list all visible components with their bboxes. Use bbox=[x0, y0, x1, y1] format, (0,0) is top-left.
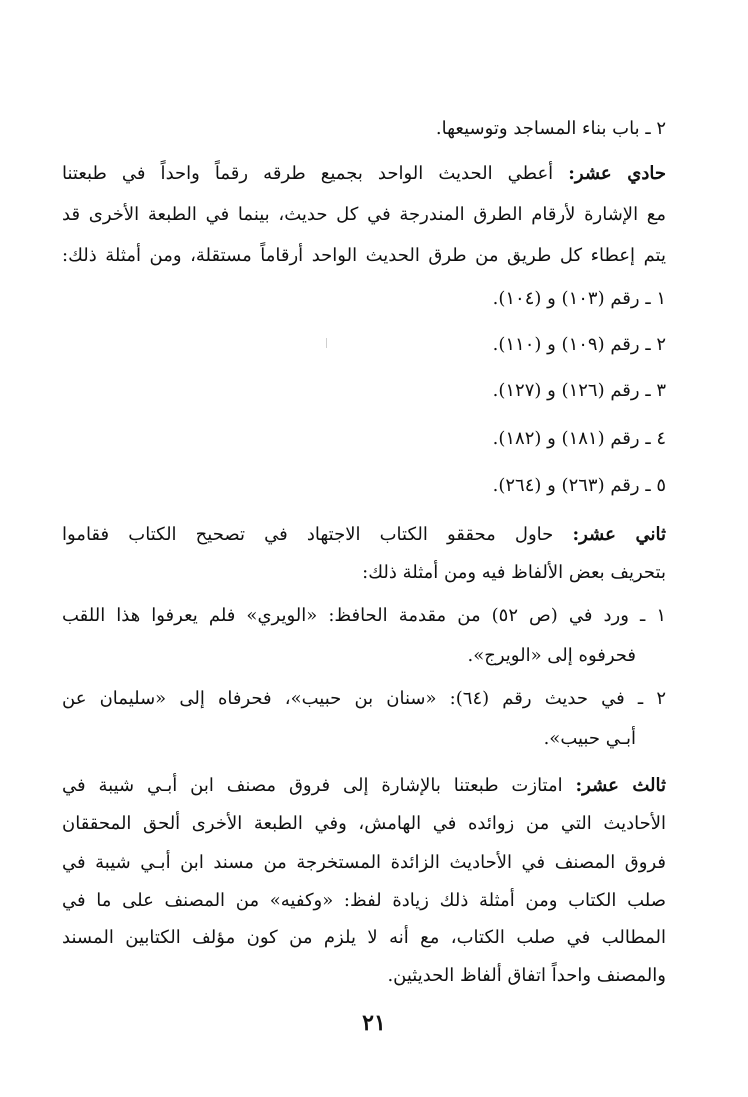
paragraph-line: بتحريف بعض الألفاظ فيه ومن أمثلة ذلك: bbox=[362, 562, 666, 583]
list-item: ٢ ـ في حديث رقم (٦٤): «سنان بن حبيب»، فحرفاه إلى «سليمان عن bbox=[62, 688, 666, 709]
list-item: ٢ ـ رقم (١٠٩) و (١١٠). bbox=[492, 334, 666, 355]
list-item-continuation: أبـي حبيب». bbox=[543, 728, 636, 749]
page-number: ٢١ bbox=[362, 1010, 386, 1036]
paragraph-line: صلب الكتاب ومن أمثلة ذلك زيادة لفظ: «وكفيه» من المصنف على ما في bbox=[62, 890, 666, 911]
paragraph-text: امتازت طبعتنا بالإشارة إلى فروق مصنف ابن أبـي شيبة في bbox=[62, 775, 563, 796]
paragraph-line: مع الإشارة لأرقام الطرق المندرجة في كل حديث، بينما في الطبعة الأخرى قد bbox=[62, 204, 666, 225]
list-item-continuation: فحرفوه إلى «الويرج». bbox=[467, 645, 636, 666]
scan-mark bbox=[326, 338, 329, 348]
paragraph-line: يتم إعطاء كل طريق من طرق الحديث الواحد أرقاماً مستقلة، ومن أمثلة ذلك: bbox=[62, 245, 666, 266]
paragraph-text: حاول محققو الكتاب الاجتهاد في تصحيح الكتاب فقاموا bbox=[62, 524, 554, 545]
list-item: ١ ـ رقم (١٠٣) و (١٠٤). bbox=[492, 288, 666, 309]
paragraph-line bbox=[62, 519, 666, 551]
paragraph-line: الأحاديث التي من زوائده في الهامش، وفي الطبعة الأخرى ألحق المحققان bbox=[62, 813, 666, 834]
paragraph-line: والمصنف واحداً اتفاق ألفاظ الحديثين. bbox=[387, 965, 666, 986]
paragraph-line bbox=[62, 158, 666, 190]
section-heading: ثاني عشر: bbox=[572, 524, 666, 545]
section-heading: حادي عشر: bbox=[568, 163, 666, 184]
paragraph-line: المطالب في صلب الكتاب، مع أنه لا يلزم من كون مؤلف الكتابين المسند bbox=[62, 927, 666, 948]
paragraph-line bbox=[62, 770, 666, 802]
list-item: ٥ ـ رقم (٢٦٣) و (٢٦٤). bbox=[492, 475, 666, 496]
list-item: ١ ـ ورد في (ص ٥٢) من مقدمة الحافظ: «الويري» فلم يعرفوا هذا اللقب bbox=[62, 605, 666, 626]
paragraph-line: فروق المصنف في الأحاديث الزائدة المستخرجة من مسند ابن أبـي شيبة في bbox=[62, 852, 666, 873]
list-item: ٣ ـ رقم (١٢٦) و (١٢٧). bbox=[492, 380, 666, 401]
section-heading: ثالث عشر: bbox=[575, 775, 666, 796]
paragraph-text: أعطي الحديث الواحد بجميع طرقه رقماً واحداً في طبعتنا bbox=[62, 163, 554, 184]
list-item: ٢ ـ باب بناء المساجد وتوسيعها. bbox=[435, 118, 666, 139]
list-item: ٤ ـ رقم (١٨١) و (١٨٢). bbox=[492, 428, 666, 449]
